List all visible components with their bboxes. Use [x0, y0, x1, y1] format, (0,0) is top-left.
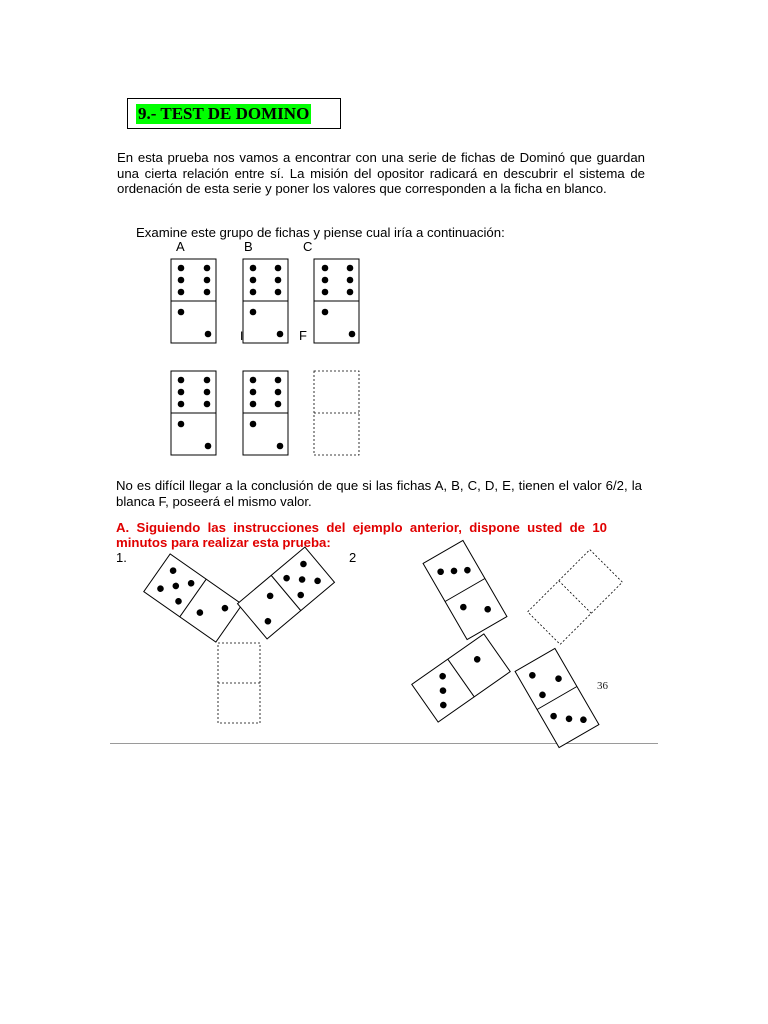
- example-instruction: Examine este grupo de fichas y piense cual iría a continuación:: [136, 225, 505, 240]
- ex2-domino-right: [515, 648, 599, 747]
- page-number: 36: [597, 680, 608, 692]
- domino-e: [243, 371, 288, 455]
- ex2-domino-left: [412, 634, 510, 722]
- domino-f-blank: [314, 371, 359, 455]
- label-a: A: [176, 239, 185, 254]
- ex2-domino-top: [423, 540, 507, 639]
- label-c: C: [303, 239, 313, 254]
- exercise-item-2-label: 2: [349, 550, 357, 565]
- label-f: F: [299, 328, 307, 343]
- ex1-domino-right: [238, 547, 335, 639]
- label-b: B: [244, 239, 253, 254]
- page-title: 9.- TEST DE DOMINO: [138, 104, 310, 123]
- exercise-heading: A. Siguiendo las instrucciones del ejemplo anterior, dispone usted de 10 minutos para realizar esta prueba:: [116, 520, 607, 550]
- ex1-domino-blank: [218, 643, 260, 723]
- domino-c: [314, 259, 359, 343]
- stray-mark: I: [240, 329, 244, 343]
- ex2-domino-blank: [528, 550, 623, 645]
- intro-paragraph: En esta prueba nos vamos a encontrar con una serie de fichas de Dominó que guardan una cierta relación entre sí. La misión del opositor radicará en descubrir el sistema de ordenación de esta serie y poner los valores que corresponden a la ficha en blanco.: [117, 150, 645, 196]
- domino-b: [243, 259, 288, 343]
- ex1-domino-left: [144, 554, 242, 642]
- domino-d: [171, 371, 216, 455]
- conclusion-paragraph: No es difícil llegar a la conclusión de que si las fichas A, B, C, D, E, tienen el valor 6/2, la blanca F, poseerá el mismo valor.: [116, 478, 642, 509]
- domino-a: [171, 259, 216, 343]
- exercise-item-1-label: 1.: [116, 550, 127, 565]
